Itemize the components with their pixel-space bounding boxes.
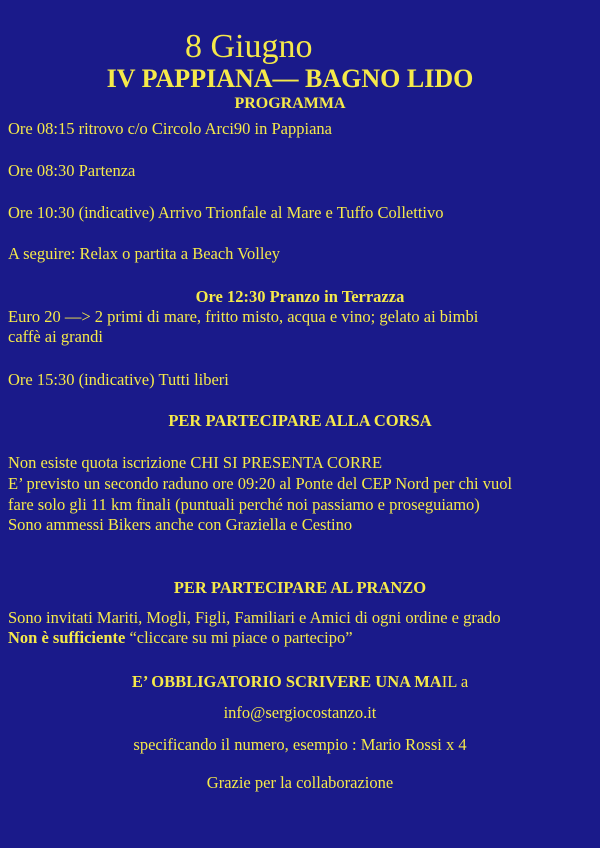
program-line-arrivo: Ore 10:30 (indicative) Arrivo Trionfale al Mare e Tuffo Collettivo [8, 203, 444, 222]
lunch-notice-line [8, 630, 353, 647]
race-line4: Sono ammessi Bikers anche con Graziella e Cestino [8, 515, 353, 534]
program-line-liberi: Ore 15:30 (indicative) Tutti liberi [8, 370, 229, 389]
lunch-heading: Ore 12:30 Pranzo in Terrazza [195, 287, 405, 306]
mail-requirement-bold: E’ OBBLIGATORIO SCRIVERE UNA MA [131, 672, 442, 691]
mail-address[interactable]: info@sergiocostanzo.it [223, 703, 377, 722]
lunch-menu-line2: caffè ai grandi [8, 327, 103, 346]
race-line1: Non esiste quota iscrizione CHI SI PRESENTA CORRE [8, 453, 383, 472]
program-heading: PROGRAMMA [234, 95, 346, 112]
mail-requirement-rest: IL a [441, 672, 469, 691]
mail-instructions: specificando il numero, esempio : Mario Rossi x 4 [133, 735, 467, 754]
thanks-line: Grazie per la collaborazione [206, 773, 394, 792]
race-line3: fare solo gli 11 km finali (puntuali perché noi passiamo e proseguiamo) [8, 495, 480, 514]
program-line-partenza: Ore 08:30 Partenza [8, 161, 136, 180]
mail-requirement [0, 674, 600, 691]
lunch-notice-bold: Non è sufficiente [8, 628, 126, 647]
lunch-menu-line1: Euro 20 —> 2 primi di mare, fritto misto, acqua e vino; gelato ai bimbi [8, 307, 479, 326]
race-line2: E’ previsto un secondo raduno ore 09:20 al Ponte del CEP Nord per chi vuol [8, 474, 513, 493]
race-heading: PER PARTECIPARE ALLA CORSA [168, 411, 432, 430]
event-date: 8 Giugno [185, 28, 313, 65]
event-title: IV PAPPIANA— BAGNO LIDO [106, 64, 474, 93]
program-line-ritrovo: Ore 08:15 ritrovo c/o Circolo Arci90 in Pappiana [8, 119, 332, 138]
lunch-participation-heading: PER PARTECIPARE AL PRANZO [173, 578, 427, 597]
lunch-notice-rest: “cliccare su mi piace o partecipo” [125, 628, 353, 647]
program-line-relax: A seguire: Relax o partita a Beach Volley [8, 244, 281, 263]
lunch-invite-line: Sono invitati Mariti, Mogli, Figli, Familiari e Amici di ogni ordine e grado [8, 608, 501, 627]
